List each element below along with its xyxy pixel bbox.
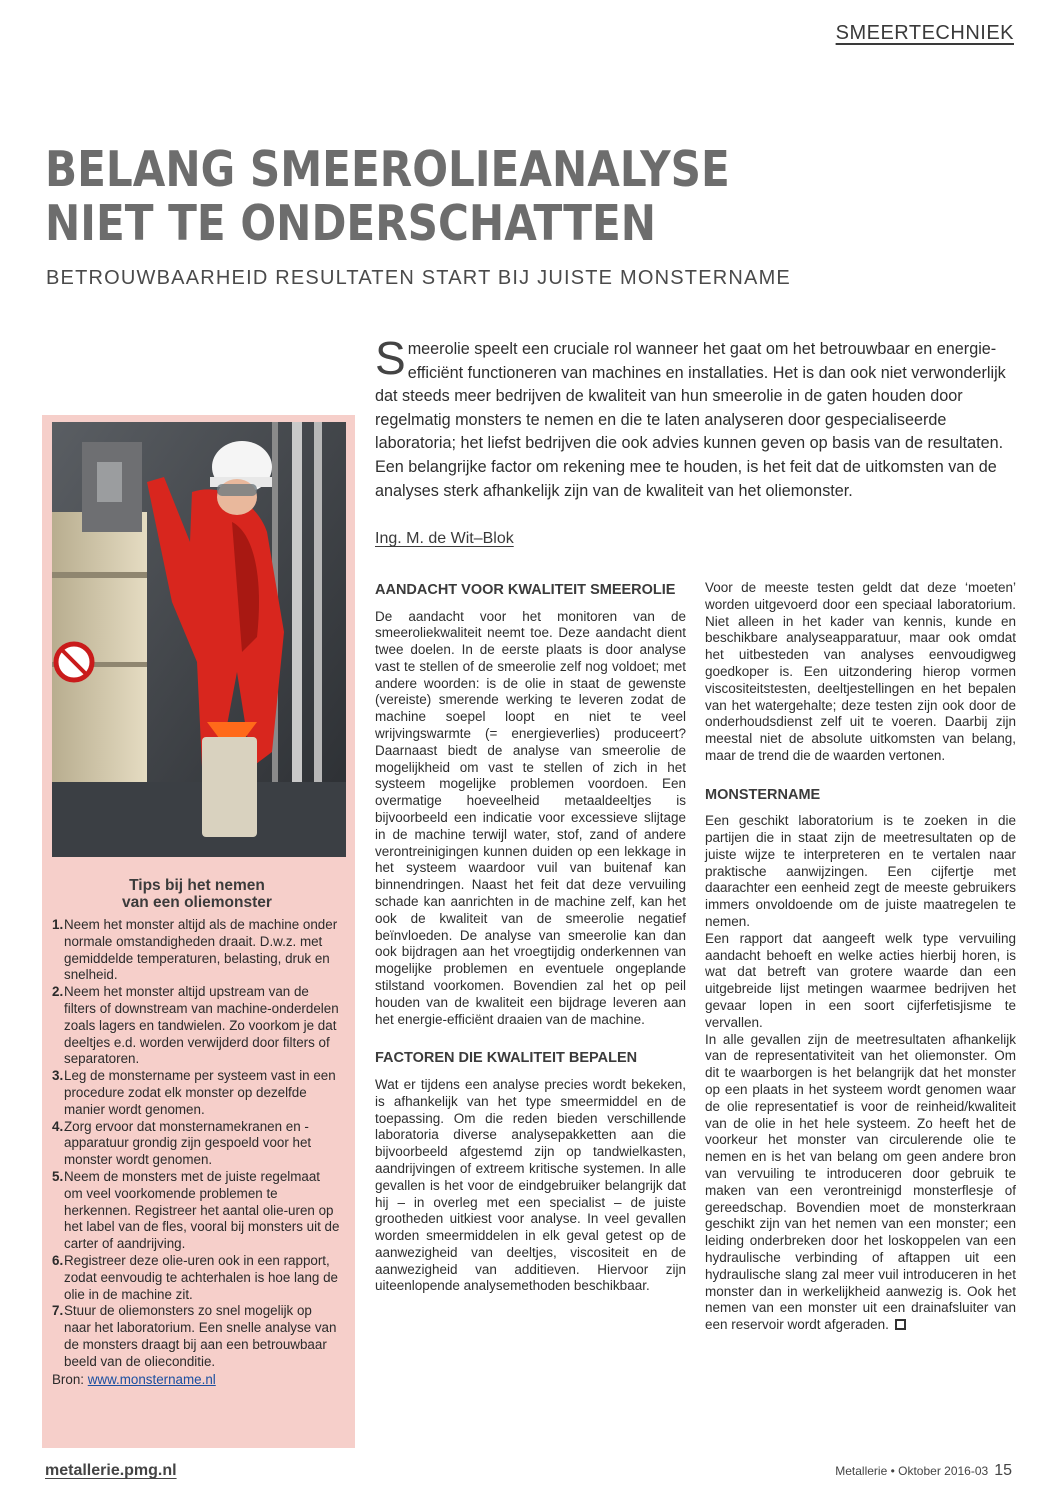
body-paragraph: Een geschikt laboratorium is te zoeken in die partijen die in staat zijn de meetresultaten op de juiste wijze te interpreteren en te vertalen naar praktische aanwijzingen. Een cijfertje met daarachter een eenheid zegt de meeste gebruikers immers onvoldoende om de juiste maatregelen te nemen.: [705, 813, 1016, 930]
body-paragraph: De aandacht voor het monitoren van de smeeroliekwaliteit neemt toe. Deze aandacht dient twee doelen. In de eerste plaats is door analyse vast te stellen of de smeerolie zelf nog voldoet; met andere woorden: is de olie in staat de gewenste (vereiste) smerende werking te leveren zodat de machine soepel loopt en niet te veel wrijvingswarmte (= energieverlies) produceert? Daarnaast biedt de analyse van smeerolie de mogelijkheid om vast te stellen of zich in het systeem mogelijke problemen voordoen. Een overmatige hoeveelheid metaaldeeltjes is bijvoorbeeld een indicatie voor excessieve slijtage in de machine terwijl water, stof, zand of andere verontreinigingen kunnen duiden op een lekkage in het systeem waardoor vuil van buitenaf kan binnendringen. Naast het feit dat deze vervuiling schade kan aanrichten in de machine zelf, kan het ook de kwaliteit van de smeerolie negatief beïnvloeden. De analyse van smeerolie kan dan ook bijdragen aan het vroegtijdig onderkennen van mogelijke problemen en eventuele ongeplande stilstand voorkomen. Bovendien zal het op peil houden van de kwaliteit een bijdrage leveren aan het energie-efficiënt draaien van de machine.: [375, 608, 686, 1027]
article-photo: [52, 422, 346, 857]
article-column-1: [375, 582, 686, 1295]
section-heading: MONSTERNAME: [705, 786, 821, 803]
intro-text: meerolie speelt een cruciale rol wanneer het gaat om het betrouwbaar en energie-efficiënt functioneren van machines en installaties. Het is dan ook niet verwonderlijk dat steeds meer bedrijven de kwaliteit van hun smeerolie in de gaten houden door regelmatig monsters te nemen en die te laten analyseren door gespecialiseerde laboratoria; het liefst bedrijven die ook advies kunnen geven op basis van de resultaten. Een belangrijke factor om rekening mee te houden, is het feit dat de uitkomsten van de analyses sterk afhankelijk zijn van de kwaliteit van het oliemonster.: [375, 340, 1006, 500]
section-heading: FACTOREN DIE KWALITEIT BEPALEN: [375, 1050, 638, 1067]
tips-box: [52, 877, 342, 1388]
body-paragraph: Voor de meeste testen geldt dat deze ‘moeten’ worden uitgevoerd door een speciaal laboratorium. Niet alleen in het kader van kennis, kunde en beschikbare analyseapparatuur, maar ook omdat het uitbesteden van analyses eenvoudigweg goedkoper is. Een uitzondering hierop vormen viscositeitstesten, deeltjestellingen en het bepalen van het watergehalte; deze testen zijn ook door de onderhoudsdienst zelf uit te voeren. Daarbij zijn meestal niet de absolute uitkomsten van belang, maar de trend die de waarden vertonen.: [705, 580, 1016, 763]
worker-photo-illustration: [52, 422, 346, 857]
section-heading: AANDACHT VOOR KWALITEIT SMEEROLIE: [375, 582, 676, 598]
source-link[interactable]: www.monstername.nl: [87, 1371, 216, 1387]
tips-source: [52, 1372, 342, 1389]
end-of-article-icon: [895, 1319, 906, 1330]
list-item: 3. Leg de monstername per systeem vast in een procedure zodat elk monster op dezelfde manier wordt genomen.: [52, 1068, 336, 1117]
article-subheadline: BETROUWBAARHEID RESULTATEN START BIJ JUISTE MONSTERNAME: [46, 267, 791, 289]
article-author: Ing. M. de Wit–Blok: [375, 530, 514, 547]
headline-line-2: NIET TE ONDERSCHATTEN: [45, 195, 657, 252]
article-column-2: [705, 580, 1016, 1334]
tips-list: [52, 917, 342, 1371]
list-item: 1. Neem het monster altijd als de machine onder normale omstandigheden draait. D.w.z. met gemiddelde temperaturen, belasting, druk en snelheid.: [52, 917, 338, 983]
page-number: 15: [994, 1462, 1012, 1479]
footer-issue-info: [835, 1462, 1012, 1480]
section-tag: SMEERTECHNIEK: [835, 22, 1014, 44]
list-item: 6. Registreer deze olie-uren ook in een rapport, zodat eenvoudig te achterhalen is hoe lang de olie in de machine zit.: [52, 1252, 338, 1302]
body-paragraph: Een rapport dat aangeeft welk type vervuiling aandacht behoeft en welke acties hierbij horen, is wat dat betreft van grotere waarde dan een uitgebreide lijst metingen waarmee bedrijven het gevaar lopen in een soort cijferfetisjisme te vervallen.: [705, 930, 1016, 1030]
article-headline: [45, 143, 750, 251]
body-paragraph: In alle gevallen zijn de meetresultaten afhankelijk van de representativiteit van het oliemonster. Om dit te waarborgen is het belangrijk dat het monster op een plaats in het systeem wordt genomen waar de olie representatief is voor de reinheid/kwaliteit van de olie in het hele systeem. Zo heeft het de voorkeur het monster van circulerende olie te nemen en is het van belang om geen andere bron van vervuiling te introduceren door gebruik te maken van een verontreinigd monsterflesje of gereedschap. Bovendien moet de monsterkraan geschikt zijn van het nemen van een monster; een leiding onderbreken door het loskoppelen van een hydraulische verbinding of aftappen uit een hydraulische slang zal meer vuil introduceren in het monster dan in werkelijkheid aanwezig is. Ook het nemen van een monster uit een drainafsluiter van een reservoir wordt afgeraden.: [705, 1031, 1016, 1333]
footer-issue: Metallerie • Oktober 2016-03: [835, 1464, 989, 1478]
footer-website-link[interactable]: metallerie.pmg.nl: [45, 1462, 177, 1479]
headline-line-1: BELANG SMEEROLIEANALYSE: [45, 141, 730, 198]
source-label: Bron:: [52, 1371, 85, 1387]
body-paragraph: Wat er tijdens een analyse precies wordt bekeken, is afhankelijk van het type smeermiddel en de toepassing. Om die reden bieden verschillende laboratoria diverse analysepakketten aan die bijvoorbeeld afgestemd zijn op tandwielkasten, aandrijvingen of extreem kritische systemen. In alle gevallen is het voor de eindgebruiker belangrijk dat hij – in overleg met een specialist – de juiste grootheden uitkiest voor analyse. In veel gevallen worden smeermiddelen in elk geval getest op de aanwezigheid van deeltjes, viscositeit en de aanwezigheid van additieven. Hiervoor zijn uiteenlopende analysemethoden beschikbaar.: [375, 1076, 686, 1294]
list-item: 5. Neem de monsters met de juiste regelmaat om veel voorkomende problemen te herkennen. Registreer het aantal olie-uren op het label van de fles, vooral bij monsters uit de carter of aandrijving.: [52, 1168, 340, 1252]
list-item: 2. Neem het monster altijd upstream van de filters of downstream van machine-onderdelen zoals lagers en tandwielen. Zo voorkom je dat deeltjes e.d. worden verwijderd door filters of separatoren.: [52, 984, 339, 1067]
list-item: 4. Zorg ervoor dat monsternamekranen en -apparatuur grondig zijn gespoeld voor het monster wordt genomen.: [52, 1118, 312, 1168]
intro-dropcap: S: [375, 332, 406, 384]
tips-title: Tips bij het nemen van een oliemonster: [122, 877, 272, 911]
list-item: 7. Stuur de oliemonsters zo snel mogelijk op naar het laboratorium. Een snelle analyse van de monsters draagt bij aan een betrouwbaar beeld van de olieconditie.: [52, 1303, 337, 1369]
article-intro: [375, 332, 1018, 503]
